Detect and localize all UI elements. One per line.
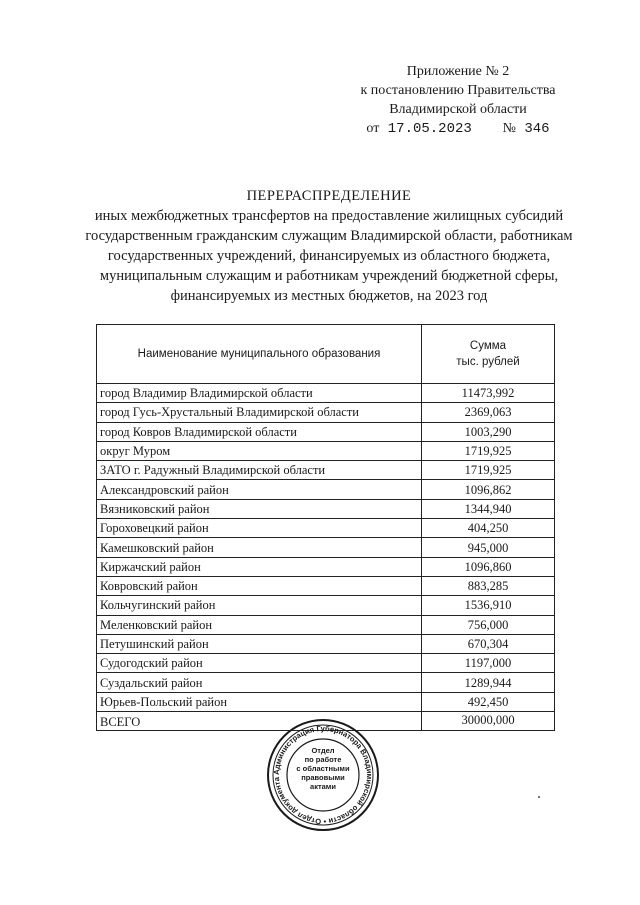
municipality-name: Александровский район [97, 480, 422, 499]
table-row [97, 480, 555, 499]
table-row [97, 461, 555, 480]
title-line-1: иных межбюджетных трансфертов на предоставление жилищных субсидий [94, 208, 564, 224]
title-line-5: финансируемых из местных бюджетов, на 2023 год [170, 288, 488, 304]
table-row [97, 615, 555, 634]
decree-number: 346 [524, 121, 550, 137]
amount-value: 492,450 [422, 692, 555, 711]
header-amount [422, 325, 555, 384]
stamp-line-2: по работе [304, 755, 342, 764]
table-row [97, 557, 555, 576]
amount-value: 1719,925 [422, 461, 555, 480]
stamp-ring-text: Администрация Губернатора Владимирской области • Отдел документа [271, 723, 375, 827]
amount-value: 1719,925 [422, 441, 555, 460]
table-row [97, 654, 555, 673]
municipality-name: Камешковский район [97, 538, 422, 557]
municipality-name: Юрьев-Польский район [97, 692, 422, 711]
stamp-line-3: с областными [296, 764, 350, 773]
amount-value: 1197,000 [422, 654, 555, 673]
table-row [97, 576, 555, 595]
total-amount: 30000,000 [422, 712, 555, 731]
table-row [97, 692, 555, 711]
amount-value: 1096,862 [422, 480, 555, 499]
municipality-name: Гороховецкий район [97, 519, 422, 538]
municipality-name: Кольчугинский район [97, 596, 422, 615]
amount-value: 2369,063 [422, 403, 555, 422]
amount-value: 1344,940 [422, 499, 555, 518]
municipality-name: ЗАТО г. Радужный Владимирской области [97, 461, 422, 480]
table-row [97, 634, 555, 653]
title-heading: ПЕРЕРАСПРЕДЕЛЕНИЕ [246, 188, 412, 204]
amount-value: 1536,910 [422, 596, 555, 615]
table-row [97, 538, 555, 557]
stamp-line-1: Отдел [311, 746, 335, 755]
amount-value: 670,304 [422, 634, 555, 653]
table-header-row [97, 325, 555, 384]
table-row [97, 499, 555, 518]
municipality-name: Вязниковский район [97, 499, 422, 518]
amount-value: 1003,290 [422, 422, 555, 441]
annex-number: Приложение № 2 [406, 64, 510, 79]
scan-speck [538, 796, 540, 798]
annex-date-line [340, 119, 576, 139]
table-row [97, 519, 555, 538]
document-title [80, 186, 578, 306]
decree-date: 17.05.2023 [387, 121, 472, 137]
municipality-name: город Ковров Владимирской области [97, 422, 422, 441]
title-line-2: государственным гражданским служащим Владимирской области, работникам [85, 228, 573, 244]
annex-block [340, 62, 576, 139]
table-row [97, 403, 555, 422]
municipality-name: город Гусь-Хрустальный Владимирской области [97, 403, 422, 422]
municipality-name: округ Муром [97, 441, 422, 460]
amount-value: 1096,860 [422, 557, 555, 576]
header-amount-title: Сумма [469, 340, 507, 352]
table-row [97, 596, 555, 615]
amount-value: 883,285 [422, 576, 555, 595]
total-label: ВСЕГО [97, 712, 422, 731]
municipality-name: Меленковский район [97, 615, 422, 634]
allocation-table [96, 324, 555, 731]
municipality-name: Суздальский район [97, 673, 422, 692]
amount-value: 11473,992 [422, 384, 555, 403]
date-prefix: от [366, 121, 380, 136]
municipality-name: Петушинский район [97, 634, 422, 653]
header-amount-unit: тыс. рублей [456, 356, 520, 368]
stamp-line-5: актами [310, 782, 336, 791]
annex-reference: к постановлению Правительства [360, 83, 556, 98]
table-row [97, 441, 555, 460]
municipality-name: город Владимир Владимирской области [97, 384, 422, 403]
amount-value: 945,000 [422, 538, 555, 557]
table-row [97, 384, 555, 403]
number-prefix: № [502, 121, 516, 136]
table-row [97, 422, 555, 441]
municipality-name: Ковровский район [97, 576, 422, 595]
amount-value: 1289,944 [422, 673, 555, 692]
table-row [97, 673, 555, 692]
title-line-3: государственных учреждений, финансируемых из областного бюджета, [107, 248, 551, 264]
official-stamp [266, 718, 380, 832]
municipality-name: Судогодский район [97, 654, 422, 673]
amount-value: 756,000 [422, 615, 555, 634]
annex-region: Владимирской области [389, 102, 527, 117]
title-line-4: муниципальным служащим и работникам учреждений бюджетной сферы, [99, 268, 559, 284]
stamp-line-4: правовыми [301, 773, 345, 782]
header-municipality: Наименование муниципального образования [97, 325, 422, 384]
municipality-name: Киржачский район [97, 557, 422, 576]
amount-value: 404,250 [422, 519, 555, 538]
stamp-center-text [293, 746, 353, 791]
